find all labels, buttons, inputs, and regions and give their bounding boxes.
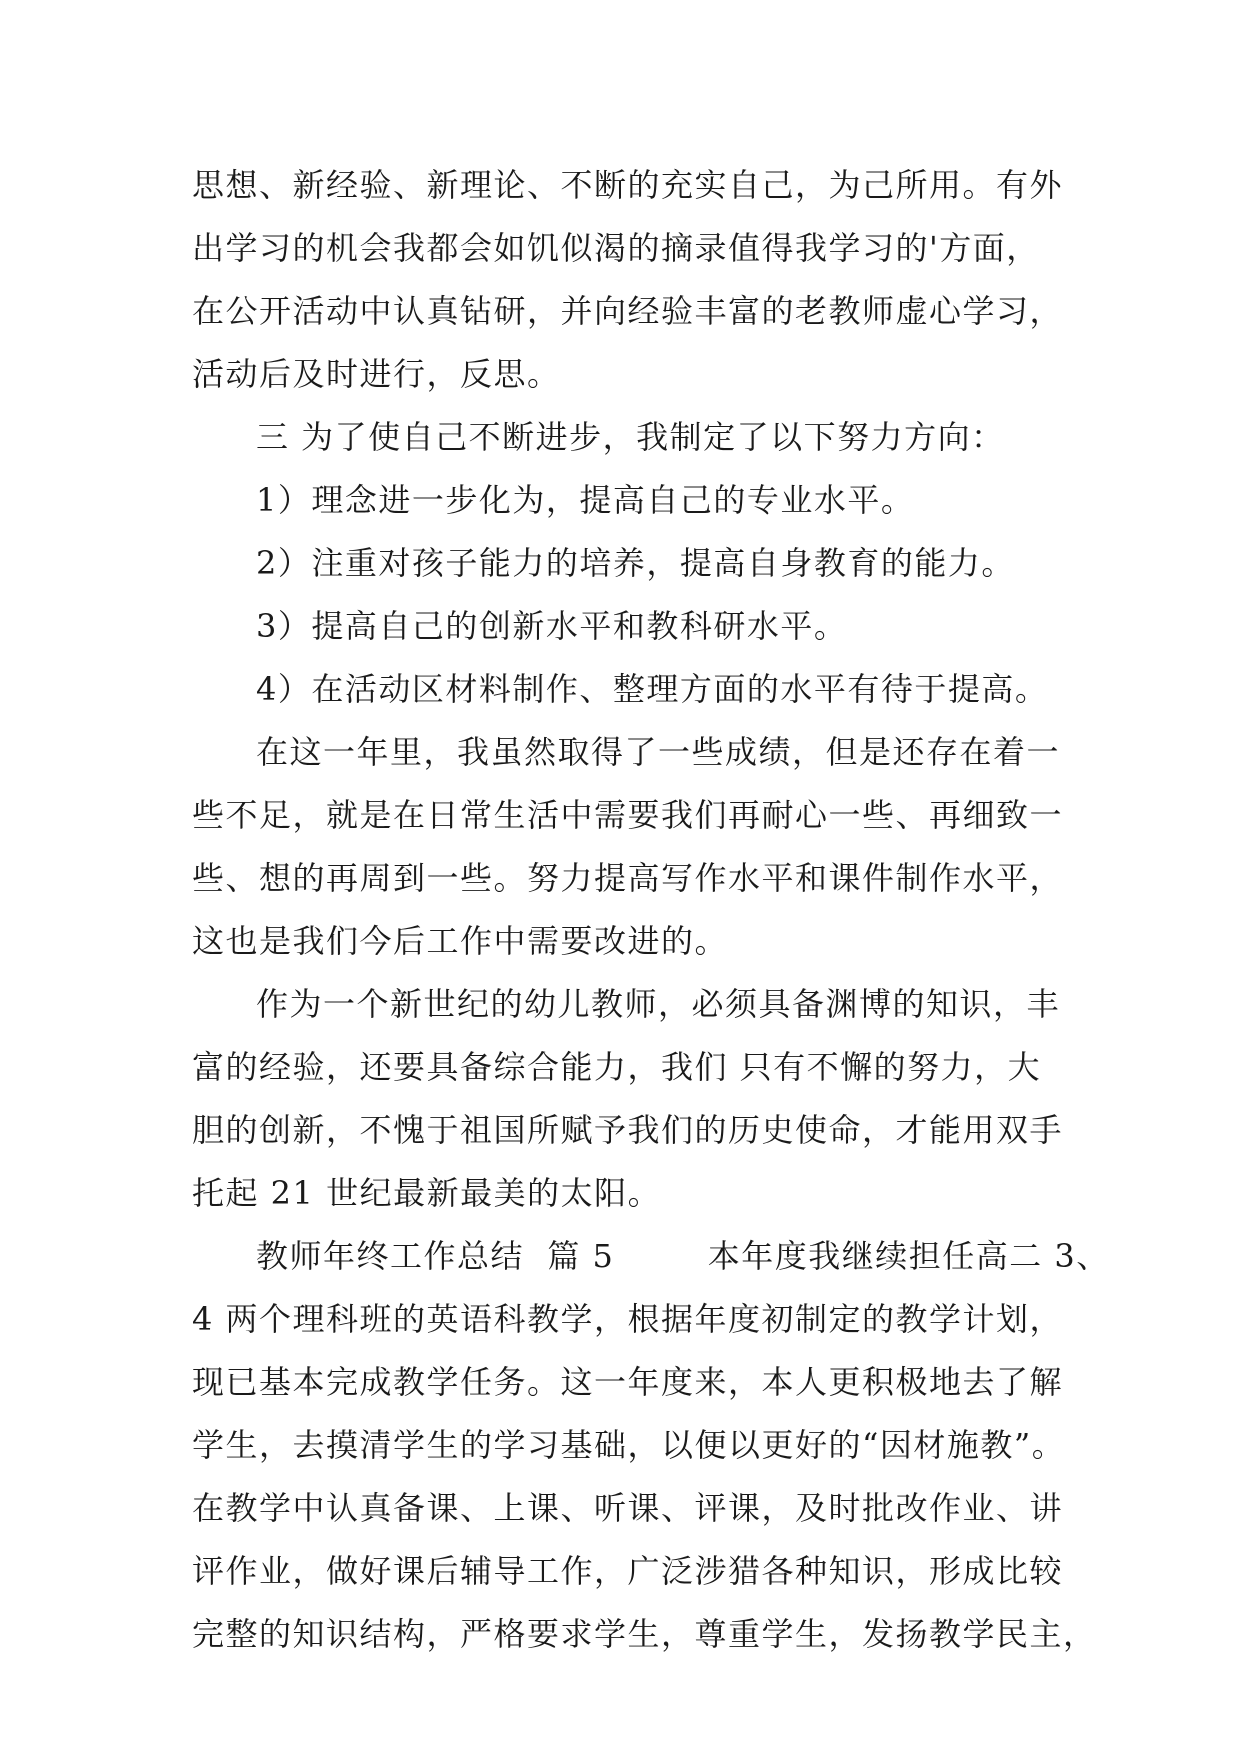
list-item-2: 2）注重对孩子能力的培养，提高自身教育的能力。 bbox=[256, 544, 1015, 582]
paragraph-line: 现已基本完成教学任务。这一年度来，本人更积极地去了解 bbox=[192, 1363, 1064, 1401]
article-heading-line: 教师年终工作总结 篇 5 本年度我继续担任高二 3、 bbox=[256, 1237, 1110, 1275]
text-line-2: 出学习的机会我都会如饥似渴的摘录值得我学习的'方面， bbox=[192, 229, 1040, 267]
paragraph-line: 作为一个新世纪的幼儿教师，必须具备渊博的知识，丰 bbox=[256, 985, 1061, 1023]
paragraph-line: 些、想的再周到一些。努力提高写作水平和课件制作水平， bbox=[192, 859, 1064, 897]
paragraph-line: 4 两个理科班的英语科教学，根据年度初制定的教学计划， bbox=[192, 1300, 1064, 1338]
paragraph-line: 这也是我们今后工作中需要改进的。 bbox=[192, 922, 729, 960]
list-item-3: 3）提高自己的创新水平和教科研水平。 bbox=[256, 607, 848, 645]
list-item-1: 1）理念进一步化为，提高自己的专业水平。 bbox=[256, 481, 915, 519]
paragraph-line: 评作业，做好课后辅导工作，广泛涉猎各种知识，形成比较 bbox=[192, 1552, 1064, 1590]
paragraph-line: 在这一年里，我虽然取得了一些成绩，但是还存在着一 bbox=[256, 733, 1061, 771]
paragraph-line: 胆的创新，不愧于祖国所赋予我们的历史使命，才能用双手 bbox=[192, 1111, 1064, 1149]
paragraph-line: 学生，去摸清学生的学习基础，以便以更好的“因材施教”。 bbox=[192, 1426, 1066, 1464]
text-line-4: 活动后及时进行，反思。 bbox=[192, 355, 561, 393]
text-line-3: 在公开活动中认真钻研，并向经验丰富的老教师虚心学习， bbox=[192, 292, 1064, 330]
paragraph-line: 在教学中认真备课、上课、听课、评课，及时批改作业、讲 bbox=[192, 1489, 1064, 1527]
paragraph-line: 富的经验，还要具备综合能力，我们 只有不懈的努力，大 bbox=[192, 1048, 1042, 1086]
paragraph-line: 托起 21 世纪最新最美的太阳。 bbox=[192, 1174, 662, 1212]
paragraph-line: 些不足，就是在日常生活中需要我们再耐心一些、再细致一 bbox=[192, 796, 1064, 834]
text-line-1: 思想、新经验、新理论、不断的充实自己，为己所用。有外 bbox=[192, 166, 1064, 204]
paragraph-line: 完整的知识结构，严格要求学生，尊重学生，发扬教学民主， bbox=[192, 1615, 1097, 1653]
section-heading: 三 为了使自己不断进步，我制定了以下努力方向： bbox=[256, 418, 1005, 456]
list-item-4: 4）在活动区材料制作、整理方面的水平有待于提高。 bbox=[256, 670, 1049, 708]
